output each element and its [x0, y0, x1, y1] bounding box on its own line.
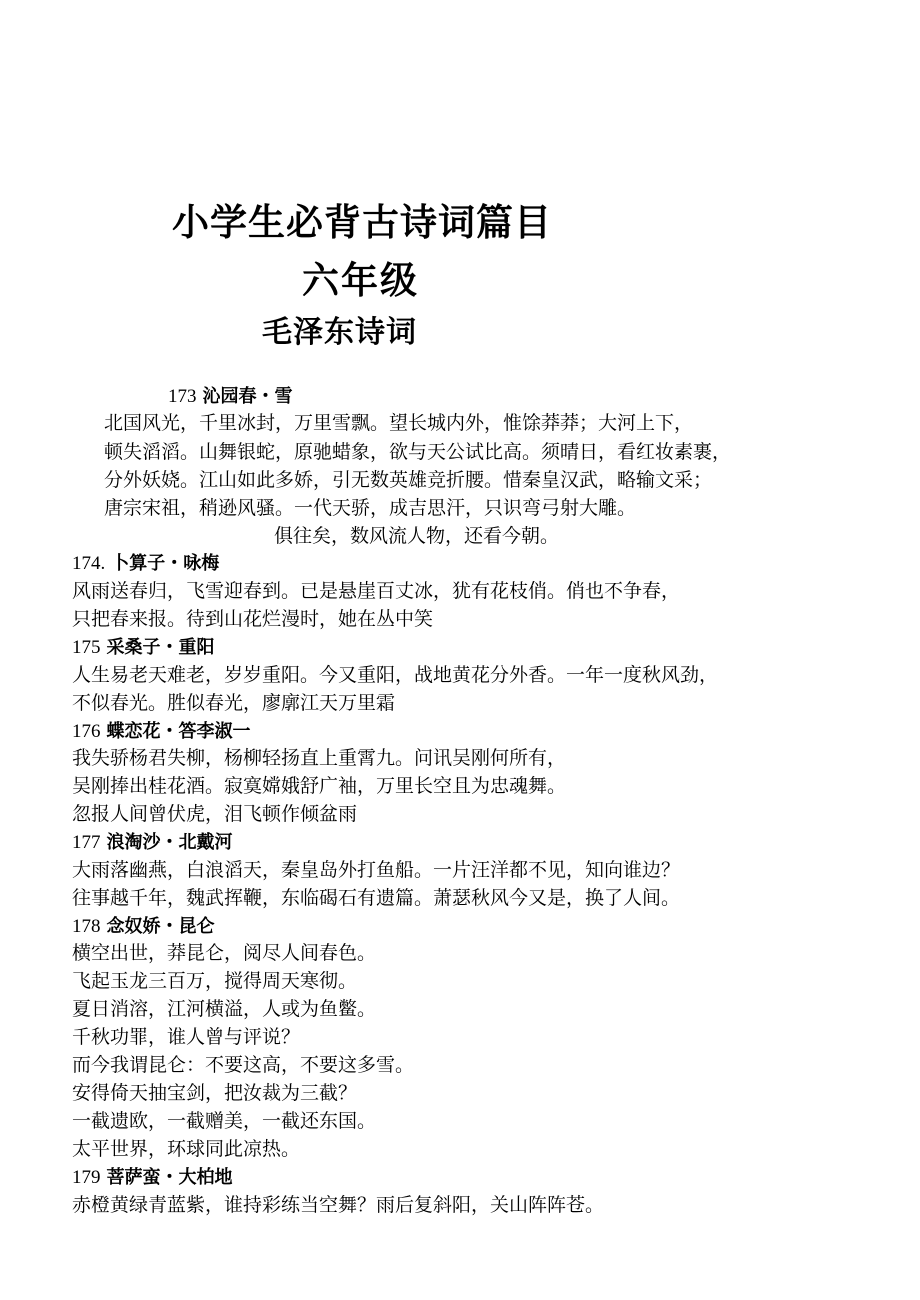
poem-title: 浪淘沙・北戴河	[106, 832, 233, 853]
poem-line: 安得倚天抽宝剑，把汝裁为三截？	[72, 1082, 358, 1104]
poem-heading	[72, 913, 215, 940]
poem-line: 俱往矣，数风流人物，还看今朝。	[274, 525, 560, 547]
poem-title: 沁园春・雪	[202, 386, 293, 407]
poem-line: 人生易老天难老，岁岁重阳。今又重阳，战地黄花分外香。一年一度秋风劲，	[72, 664, 719, 686]
poem-line: 忽报人间曾伏虎，泪飞顿作倾盆雨	[72, 803, 358, 825]
poem-line: 飞起玉龙三百万，搅得周天寒彻。	[72, 970, 358, 992]
poem-line: 风雨送春归，飞雪迎春到。已是悬崖百丈冰，犹有花枝俏。俏也不争春，	[72, 580, 681, 602]
poem-line: 大雨落幽燕，白浪滔天，秦皇岛外打鱼船。一片汪洋都不见，知向谁边？	[72, 859, 681, 881]
poem-title: 采桑子・重阳	[106, 637, 215, 658]
poem-number: 177	[72, 832, 101, 853]
poem-line: 只把春来报。待到山花烂漫时，她在丛中笑	[72, 608, 434, 630]
poem-number: 174.	[72, 553, 106, 574]
poem-heading	[72, 718, 251, 745]
poem-number: 178	[72, 916, 101, 937]
poem-line: 唐宗宋祖，稍逊风骚。一代天骄，成吉思汗，只识弯弓射大雕。	[104, 497, 637, 519]
poem-heading	[72, 829, 233, 856]
poem-heading	[72, 1164, 233, 1191]
poem-line: 吴刚捧出桂花酒。寂寞嫦娥舒广袖，万里长空且为忠魂舞。	[72, 775, 567, 797]
poem-line: 千秋功罪，谁人曾与评说？	[72, 1026, 301, 1048]
section-heading: 毛泽东诗词	[262, 315, 417, 350]
poem-line: 夏日消溶，江河横溢，人或为鱼鳖。	[72, 998, 377, 1020]
poem-line: 赤橙黄绿青蓝紫，谁持彩练当空舞？雨后复斜阳，关山阵阵苍。	[72, 1194, 605, 1216]
poem-title: 卜算子・咏梅	[111, 553, 220, 574]
poem-number: 175	[72, 637, 101, 658]
poem-line: 顿失滔滔。山舞银蛇，原驰蜡象，欲与天公试比高。须晴日，看红妆素裹，	[104, 441, 732, 463]
poem-title: 蝶恋花・答李淑一	[106, 721, 251, 742]
poem-line: 北国风光，千里冰封，万里雪飘。望长城内外，惟馀莽莽；大河上下，	[104, 412, 694, 434]
poem-line: 分外妖娆。江山如此多娇，引无数英雄竞折腰。惜秦皇汉武，略输文采；	[104, 469, 713, 491]
poem-line: 不似春光。胜似春光，廖廓江天万里霜	[72, 692, 396, 714]
poem-number: 176	[72, 721, 101, 742]
grade-heading: 六年级	[302, 259, 419, 302]
poem-number: 179	[72, 1167, 101, 1188]
poem-line: 一截遗欧，一截赠美，一截还东国。	[72, 1110, 377, 1132]
poem-title: 菩萨蛮・大柏地	[106, 1167, 233, 1188]
poem-heading	[168, 383, 293, 410]
poem-line: 横空出世，莽昆仑，阅尽人间春色。	[72, 942, 377, 964]
poem-title: 念奴娇・昆仑	[106, 916, 215, 937]
poem-line: 我失骄杨君失柳，杨柳轻扬直上重霄九。问讯吴刚何所有，	[72, 747, 567, 769]
poem-line: 太平世界，环球同此凉热。	[72, 1138, 301, 1160]
document-title: 小学生必背古诗词篇目	[172, 201, 552, 244]
poem-heading	[72, 634, 215, 661]
poem-line: 而今我谓昆仑：不要这高，不要这多雪。	[72, 1054, 415, 1076]
poem-line: 往事越千年，魏武挥鞭，东临碣石有遗篇。萧瑟秋风今又是，换了人间。	[72, 887, 681, 909]
poem-number: 173	[168, 386, 197, 407]
poem-heading	[72, 550, 219, 577]
